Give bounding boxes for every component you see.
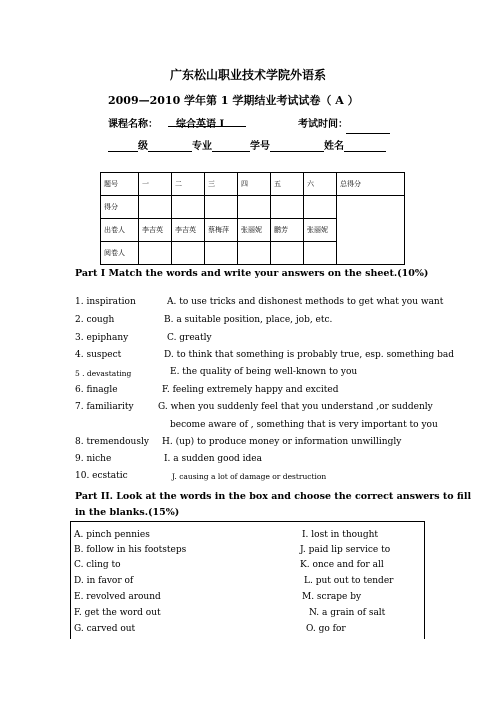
list-item: C. greatly [167,333,212,343]
major-label: 专业 [192,141,212,152]
exam-subtitle: 2009—2010 学年第 1 学期结业考试试卷（ A ） [108,94,359,107]
list-item: A. pinch pennies [74,530,150,540]
list-item: H. (up) to produce money or information unwillingly [162,437,402,447]
part1-heading: Part I Match the words and write your answers on the sheet.(10%) [75,268,429,279]
list-item: F. get the word out [74,608,161,618]
list-item: B. a suitable position, place, job, etc. [164,315,333,325]
list-item: 9. niche [75,454,112,464]
table-cell: 蔡梅萍 [205,219,238,242]
list-item: J. paid lip service to [300,545,391,555]
score-cell[interactable] [172,196,205,219]
part2-heading-line2: in the blanks.(15%) [75,507,180,518]
list-item: M. scrape by [302,592,362,602]
table-cell: 一 [139,173,172,196]
table-cell: 鹏芳 [271,219,304,242]
table-cell: 五 [271,173,304,196]
exam-time-label: 考试时间： [298,119,348,130]
list-item: 6. finagle [75,385,118,395]
list-item: L. put out to tender [304,576,394,586]
table-cell: 张丽妮 [304,219,337,242]
list-item: 5 . devastating [75,369,132,378]
class-suffix: 级 [138,141,148,152]
total-score-cell[interactable] [337,196,405,265]
table-cell: 二 [172,173,205,196]
reviewer-cell[interactable] [172,242,205,265]
list-item: C. cling to [74,560,121,570]
score-cell[interactable] [238,196,271,219]
list-item: 4. suspect [75,350,122,360]
score-table [100,172,405,265]
list-item: 1. inspiration [75,297,136,307]
name-label: 姓名 [324,141,344,152]
table-cell: 出卷人 [101,219,139,242]
list-item: 7. familiarity [75,402,134,412]
list-item: J. causing a lot of damage or destruction [172,472,327,481]
score-cell[interactable] [139,196,172,219]
list-item: become aware of , something that is very important to you [170,420,438,430]
list-item: N. a grain of salt [309,608,386,618]
class-field[interactable] [148,140,192,152]
student-info-line [108,137,386,152]
list-item: G. when you suddenly feel that you understand ,or suddenly [158,402,433,412]
part2-heading-line1: Part II. Look at the words in the box and choose the correct answers to fill [75,491,472,502]
list-item: O. go for [306,624,346,634]
list-item: D. in favor of [74,576,134,586]
list-item: E. revolved around [74,592,161,602]
list-item: 10. ecstatic [75,471,128,481]
score-cell[interactable] [271,196,304,219]
list-item: I. lost in thought [302,530,379,540]
list-item: E. the quality of being well-known to you [170,367,358,377]
course-label: 课程名称： [108,119,158,130]
list-item: 3. epiphany [75,333,129,343]
table-cell: 总得分 [337,173,405,196]
score-cell[interactable] [205,196,238,219]
grade-year-field[interactable] [108,140,138,152]
course-name-field [168,115,246,130]
table-cell: 三 [205,173,238,196]
score-row [101,196,405,219]
score-cell[interactable] [304,196,337,219]
major-field[interactable] [212,140,250,152]
list-item: F. feeling extremely happy and excited [162,385,339,395]
table-cell: 李吉英 [172,219,205,242]
course-name: 综合英语 I [168,115,246,127]
list-item: A. to use tricks and dishonest methods to get what you want [167,297,444,307]
exam-time-field[interactable] [346,115,390,134]
exam-title: 广东松山职业技术学院外语系 [169,68,326,82]
name-field[interactable] [344,140,386,152]
reviewer-cell[interactable] [271,242,304,265]
table-cell: 李吉英 [139,219,172,242]
list-item: K. once and for all [300,560,384,570]
reviewer-cell[interactable] [238,242,271,265]
score-table-header-row [101,173,405,196]
reviewer-cell[interactable] [205,242,238,265]
table-cell: 得分 [101,196,139,219]
table-cell: 六 [304,173,337,196]
list-item: B. follow in his footsteps [74,545,187,555]
reviewer-cell[interactable] [139,242,172,265]
list-item: 8. tremendously [75,437,149,447]
list-item: G. carved out [74,624,136,634]
student-id-label: 学号 [250,141,270,152]
reviewer-cell[interactable] [304,242,337,265]
list-item: D. to think that something is probably true, esp. something bad [164,350,455,360]
student-id-field[interactable] [270,140,324,152]
table-cell: 四 [238,173,271,196]
table-cell: 题号 [101,173,139,196]
list-item: 2. cough [75,315,115,325]
table-cell: 张丽妮 [238,219,271,242]
table-cell: 阅卷人 [101,242,139,265]
list-item: I. a sudden good idea [164,454,262,464]
